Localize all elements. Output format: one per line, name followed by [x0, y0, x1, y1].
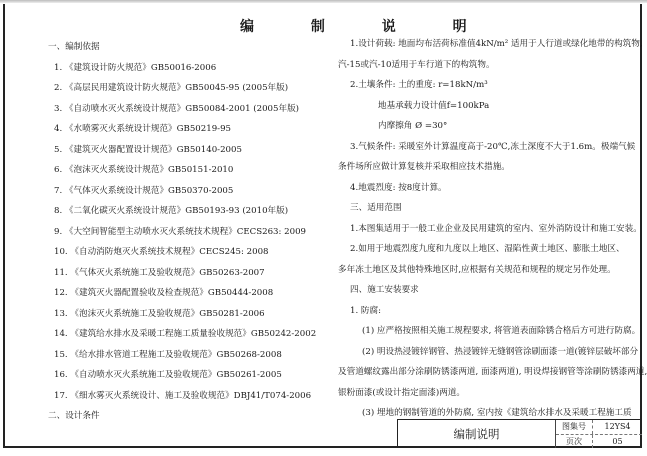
list-item: 7. 《气体灭火系统设计规范》GB50370-2005	[54, 185, 234, 196]
paragraph-line: (3) 埋地的钢制管道的外防腐, 室内按《建筑给水排水及采暖工程施工质	[362, 408, 632, 418]
paragraph-line: 条件场所应做计算复核并采取相应技术措施。	[338, 162, 510, 172]
right-column	[338, 34, 647, 424]
list-item: 14. 《建筑给水排水及采暖工程施工质量验收规范》GB50242-2002	[54, 329, 317, 339]
page-title: 编 制 说 明	[240, 19, 493, 35]
atlas-number-row	[556, 420, 642, 434]
paragraph-line: 银粉面漆(或设计指定面漆)两道。	[338, 387, 466, 398]
list-item: 9. 《大空间智能型主动喷水灭火系统技术规程》CECS263: 2009	[54, 226, 307, 237]
paragraph-line: 多年冻土地区及其他特殊地区时,应根据有关规范和规程的规定另作处理。	[338, 264, 616, 275]
list-item: 5. 《建筑灭火器配置设计规范》GB50140-2005	[54, 144, 242, 155]
paragraph-line: 1.设计荷载: 地面均布活荷标准值4kN/m² 适用于人行道或绿化地带的构筑物,	[350, 39, 643, 49]
paragraph-line: 内摩擦角 Ø =30°	[378, 121, 448, 131]
paragraph-line: 地基承载力设计值f=100kPa	[378, 100, 490, 111]
list-item: 15. 《给水排水管道工程施工及验收规范》GB50268-2008	[54, 349, 282, 360]
paragraph-line: 1.本图集适用于一般工业企业及民用建筑的室内、室外消防设计和施工安装。	[350, 223, 642, 234]
paragraph-line: 及管道螺纹露出部分涂刷防锈漆两道, 面漆两道), 明设焊接钢管等涂刷防锈漆两道,	[338, 367, 647, 377]
atlas-number-label: 图集号	[556, 420, 593, 434]
paragraph-line: 汽-15或汽-10适用于车行道下的构筑物。	[338, 59, 495, 70]
list-item: 12. 《建筑灭火器配置验收及检查规范》GB50444-2008	[54, 288, 274, 298]
paragraph-line: 4.地震烈度: 按8度计算。	[350, 182, 447, 193]
section-heading-basis: 一、编制依据	[48, 42, 100, 52]
list-item: 2. 《高层民用建筑设计防火规范》GB50045-95 (2005年版)	[54, 83, 289, 93]
title-block-grid	[555, 420, 642, 448]
list-item: 11. 《气体灭火系统施工及验收规范》GB50263-2007	[54, 267, 265, 278]
page-top-edge	[0, 0, 647, 3]
paragraph-line: (2) 明设热浸镀锌钢管、热浸镀锌无缝钢管涂刷面漆一道(镀锌层破坏部分	[362, 346, 639, 357]
paragraph-line: 2.土壤条件: 土的重度: r=18kN/m³	[350, 80, 488, 90]
list-item: 4. 《水喷雾灭火系统设计规范》GB50219-95	[54, 124, 232, 134]
list-item: 16. 《自动喷水灭火系统施工及验收规范》GB50261-2005	[54, 370, 282, 380]
paragraph-line: 1. 防腐:	[350, 305, 382, 316]
paragraph-line: 2.如用于地震烈度九度和九度以上地区、湿陷性黄土地区、膨胀土地区、	[350, 244, 625, 254]
list-item: 3. 《自动喷水灭火系统设计规范》GB50084-2001 (2005年版)	[54, 103, 300, 114]
title-block	[397, 419, 641, 448]
section-heading-installation: 四、施工安装要求	[350, 285, 419, 295]
list-item: 8. 《二氧化碳灭火系统设计规范》GB50193-93 (2010年版)	[54, 206, 289, 216]
list-item: 13. 《泡沫灭火系统施工及验收规范》GB50281-2006	[54, 308, 265, 319]
left-column	[48, 37, 316, 427]
list-item: 6. 《泡沫灭火系统设计规范》GB50151-2010	[54, 165, 234, 175]
drawing-name: 编制说明	[453, 427, 500, 441]
page-number-row	[556, 434, 642, 448]
section-heading-scope: 三、适用范围	[350, 203, 402, 213]
section-heading-design-conditions: 二、设计条件	[48, 411, 100, 421]
paragraph-line: (1) 应严格按照相关施工规程要求, 将管道表面除锈合格后方可进行防腐。	[362, 326, 641, 336]
page-number-value: 05	[612, 437, 623, 446]
list-item: 17. 《细水雾灭火系统设计、施工及验收规范》DBJ41/T074-2006	[54, 390, 312, 401]
list-item: 10. 《自动消防炮灭火系统技术规程》CECS245: 2008	[54, 247, 269, 257]
page-number-label: 页次	[556, 435, 593, 448]
atlas-number-value: 12YS4	[604, 422, 631, 431]
list-item: 1. 《建筑设计防火规范》GB50016-2006	[54, 62, 217, 73]
paragraph-line: 3.气候条件: 采暖室外计算温度高于-20℃,冻土深度不大于1.6m。极端气候	[350, 141, 636, 152]
